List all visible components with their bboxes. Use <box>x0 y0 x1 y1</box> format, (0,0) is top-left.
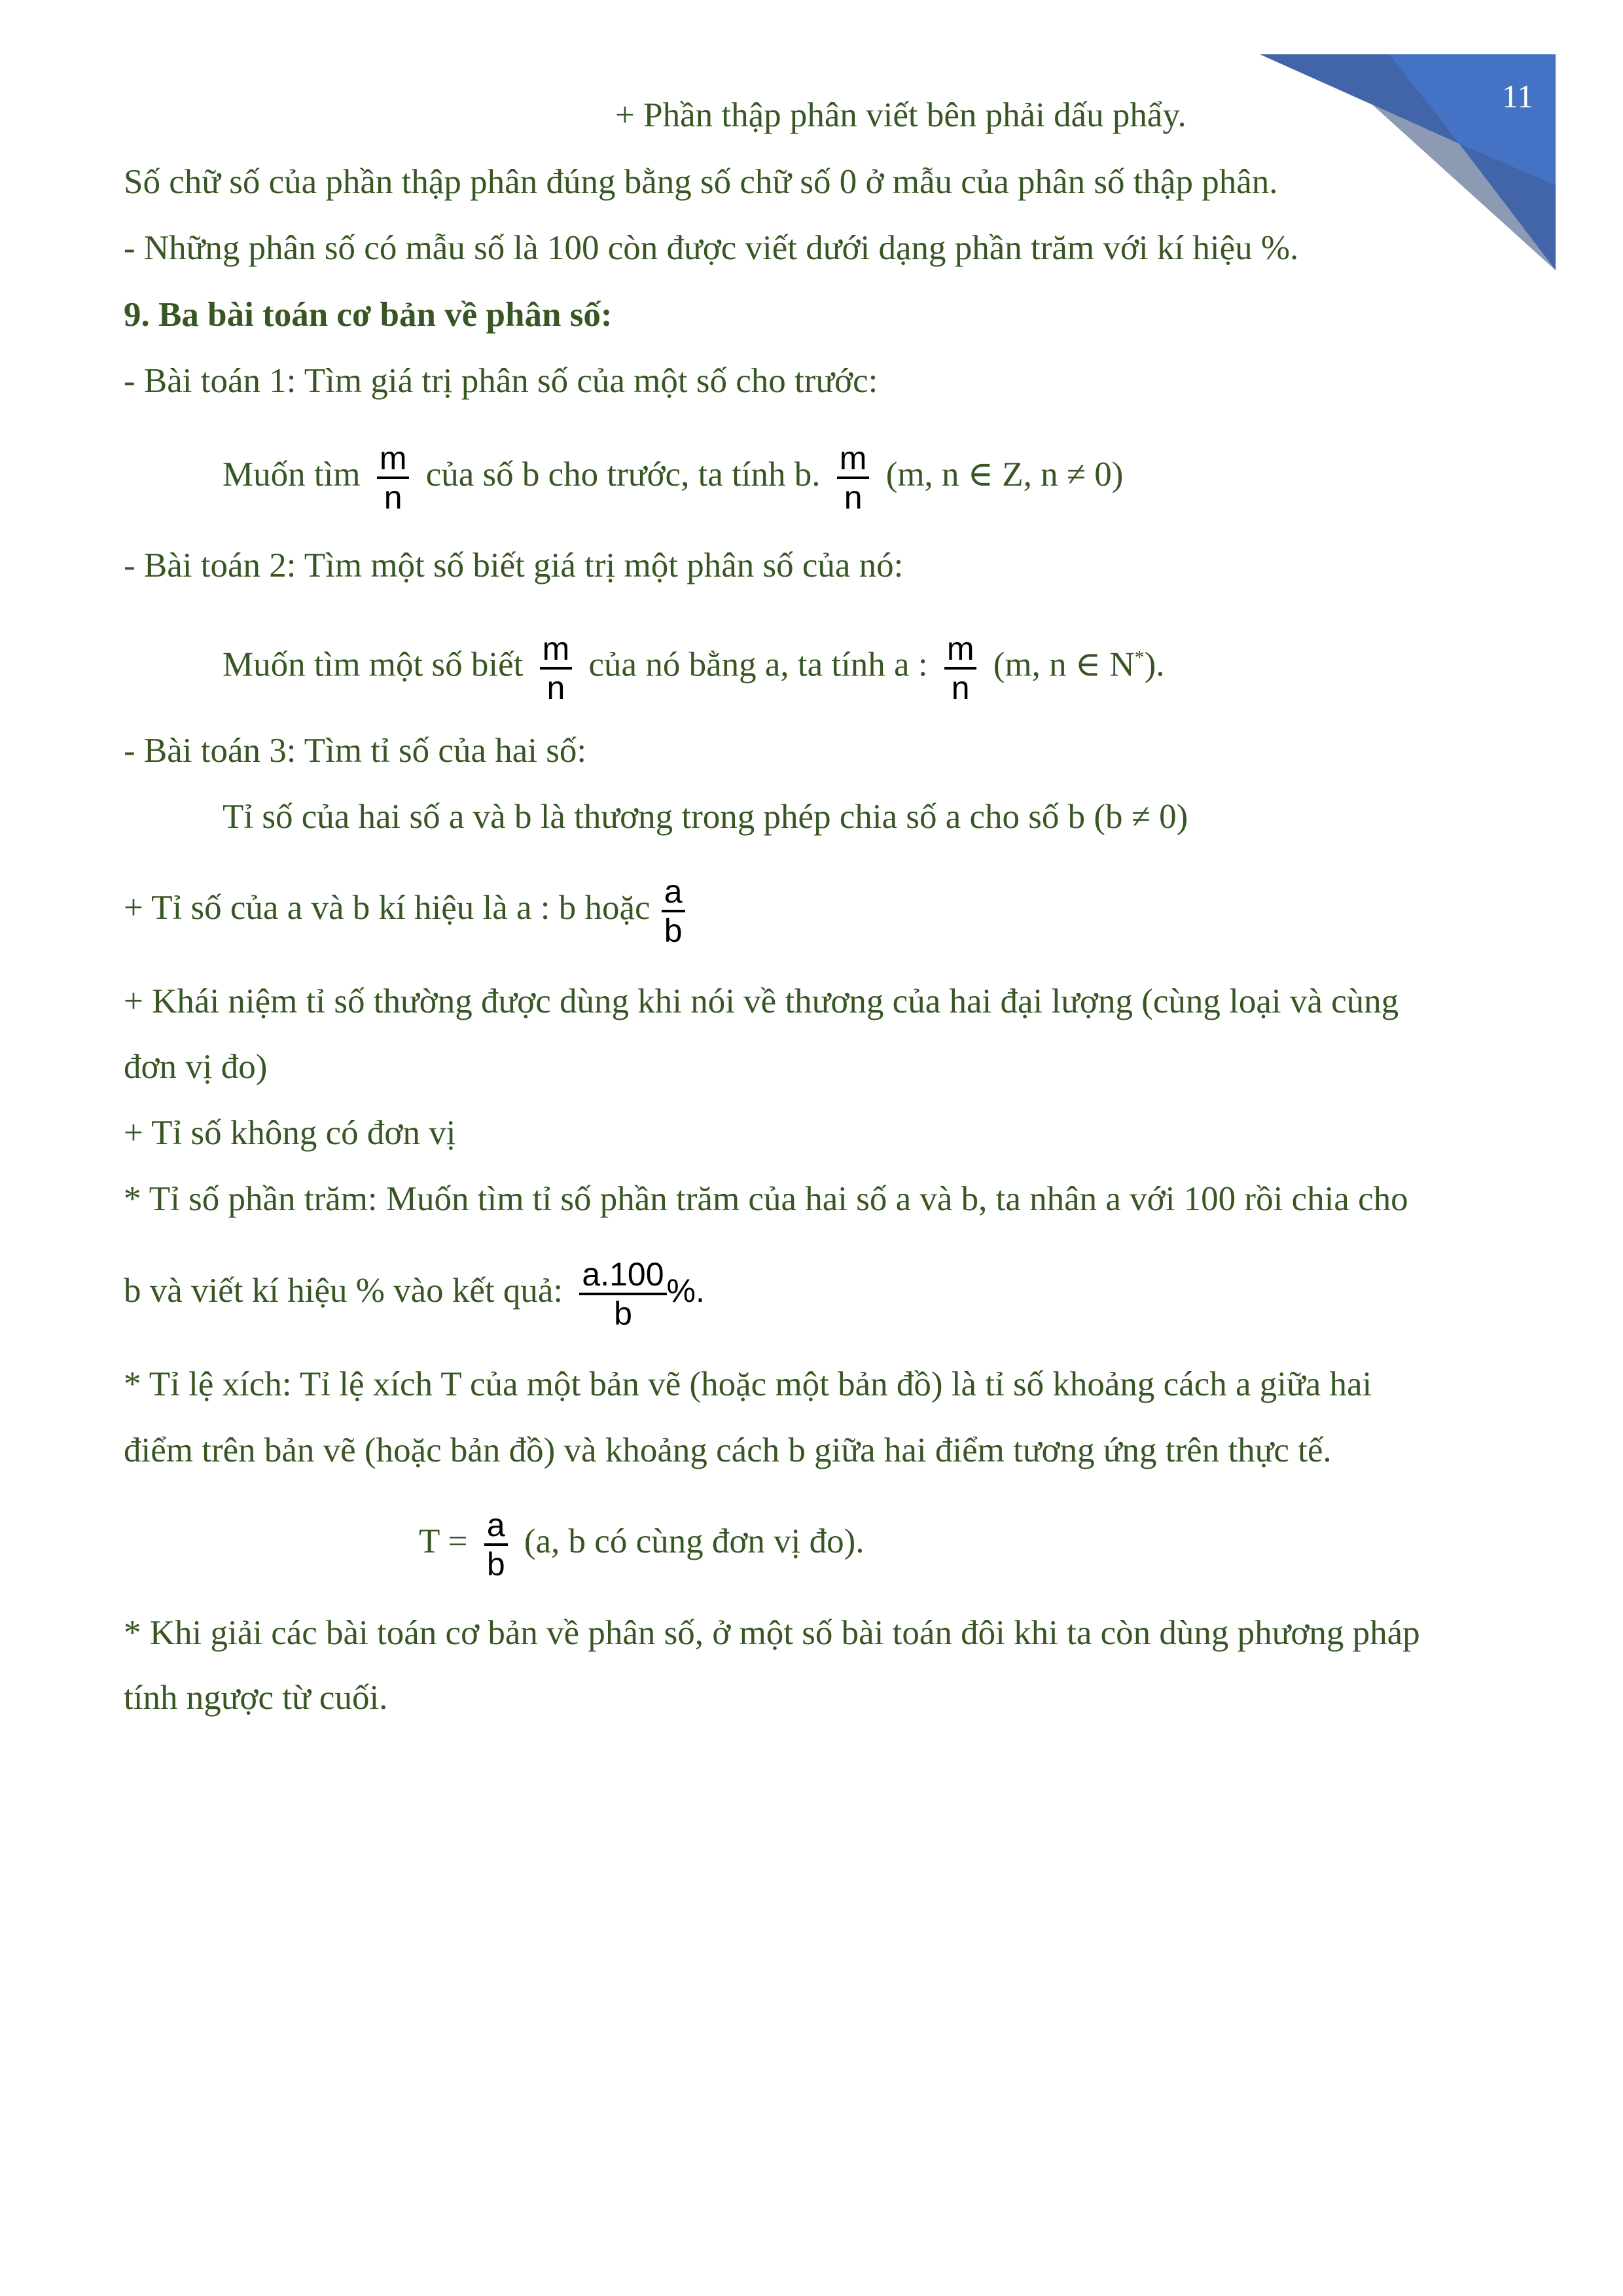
text-line: - Bài toán 3: Tìm tỉ số của hai số: <box>124 732 587 770</box>
formula-line <box>124 1248 705 1333</box>
text-line: + Phần thập phân viết bên phải dấu phẩy. <box>615 96 1186 134</box>
text: của số b cho trước, ta tính b. <box>425 456 821 493</box>
numerator: a.100 <box>579 1256 666 1295</box>
text: + Tỉ số của a và b kí hiệu là a : b hoặc <box>124 889 651 927</box>
numerator: m <box>540 630 573 670</box>
denominator: n <box>546 669 565 706</box>
numerator: m <box>837 440 870 479</box>
text-line: Số chữ số của phần thập phân đúng bằng số chữ số 0 ở mẫu của phân số thập phân. <box>124 163 1278 201</box>
fraction-a100-b <box>579 1256 666 1332</box>
text-line: * Khi giải các bài toán cơ bản về phân số, ở một số bài toán đôi khi ta còn dùng phương pháp <box>124 1614 1420 1652</box>
formula-line <box>223 432 1123 517</box>
text-line: - Những phân số có mẫu số là 100 còn được viết dưới dạng phần trăm với kí hiệu %. <box>124 229 1299 267</box>
fraction-m-n <box>540 630 573 706</box>
text: T = <box>419 1522 468 1560</box>
text-line: - Bài toán 2: Tìm một số biết giá trị một phân số của nó: <box>124 547 904 584</box>
fraction-a-b <box>662 873 685 949</box>
numerator: a <box>662 873 685 912</box>
fraction-a-b <box>484 1507 508 1583</box>
denominator: n <box>383 478 402 516</box>
text: của nó bằng a, ta tính a : <box>588 645 928 684</box>
text-line: tính ngược từ cuối. <box>124 1679 388 1717</box>
text: b và viết kí hiệu % vào kết quả: <box>124 1272 563 1310</box>
fraction-m-n <box>377 440 410 516</box>
text-line: đơn vị đo) <box>124 1048 268 1086</box>
denominator: b <box>614 1295 632 1332</box>
denominator: n <box>844 478 863 516</box>
text: (m, n ∈ N <box>993 645 1135 684</box>
denominator: b <box>664 912 683 949</box>
text-line: Tỉ số của hai số a và b là thương trong phép chia số a cho số b (b ≠ 0) <box>223 798 1188 836</box>
text-line: * Tỉ số phần trăm: Muốn tìm tỉ số phần trăm của hai số a và b, ta nhân a với 100 rồi chia cho <box>124 1180 1408 1218</box>
numerator: m <box>944 630 977 670</box>
section-heading: 9. Ba bài toán cơ bản về phân số: <box>124 296 613 334</box>
formula-line <box>223 615 1165 708</box>
denominator: b <box>486 1545 505 1583</box>
formula-line <box>124 865 693 950</box>
numerator: a <box>484 1507 508 1546</box>
text: ). <box>1144 645 1165 684</box>
fraction-m-n <box>944 630 977 706</box>
text: (a, b có cùng đơn vị đo). <box>524 1522 865 1560</box>
numerator: m <box>377 440 410 479</box>
text-line: + Khái niệm tỉ số thường được dùng khi nói về thương của hai đại lượng (cùng loại và cùng <box>124 982 1399 1020</box>
text: Muốn tìm một số biết <box>223 645 524 684</box>
page-number: 11 <box>1502 78 1534 115</box>
superscript: * <box>1134 647 1145 668</box>
text-line: - Bài toán 1: Tìm giá trị phân số của một số cho trước: <box>124 362 878 400</box>
text-line: điểm trên bản vẽ (hoặc bản đồ) và khoảng cách b giữa hai điểm tương ứng trên thực tế. <box>124 1431 1332 1469</box>
text-line: + Tỉ số không có đơn vị <box>124 1114 456 1152</box>
denominator: n <box>951 669 970 706</box>
percent-sign: %. <box>666 1272 705 1309</box>
text: (m, n ∈ Z, n ≠ 0) <box>885 456 1124 493</box>
text-line: * Tỉ lệ xích: Tỉ lệ xích T của một bản vẽ (hoặc một bản đồ) là tỉ số khoảng cách a giữa hai <box>124 1365 1372 1403</box>
formula-line <box>419 1499 865 1584</box>
fraction-m-n <box>837 440 870 516</box>
text: Muốn tìm <box>223 456 361 493</box>
